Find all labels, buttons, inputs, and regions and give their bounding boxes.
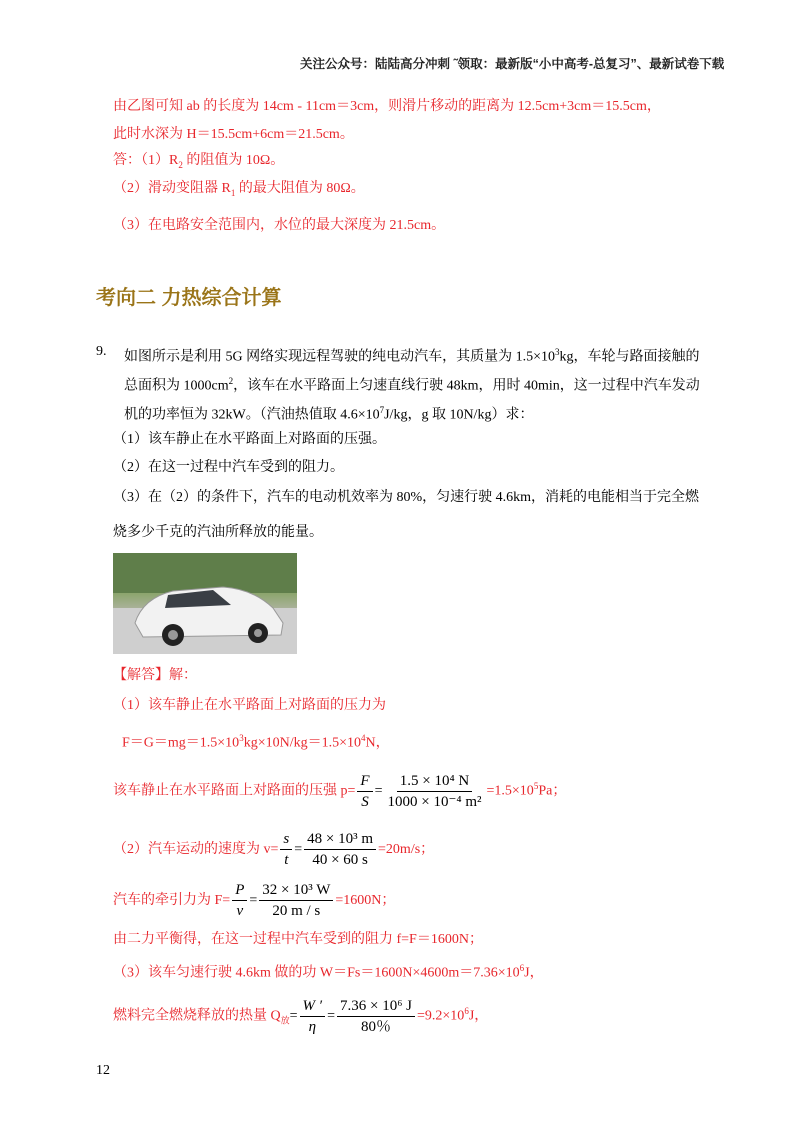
text: kg×10N/kg＝1.5×10 xyxy=(243,735,361,751)
question-line xyxy=(124,400,533,426)
car-illustration xyxy=(113,553,297,654)
denominator: η xyxy=(308,1018,317,1035)
superscript: 2 xyxy=(228,376,234,386)
text: =1.5×10 xyxy=(486,783,534,799)
superscript: 3 xyxy=(239,733,244,743)
numerator: 48 × 10³ m xyxy=(304,829,376,850)
text: J， xyxy=(468,1008,489,1024)
numerator: 7.36 × 10⁶ J xyxy=(337,996,415,1017)
equals: = xyxy=(289,1008,298,1024)
text: Pa； xyxy=(538,783,567,799)
denominator: 80％ xyxy=(360,1018,391,1035)
text-line: 此时水深为 H＝15.5cm+6cm＝21.5cm。 xyxy=(113,127,354,142)
superscript: 6 xyxy=(464,1006,469,1016)
text: ，该车在水平路面上匀速直线行驶 48km，用时 40min，这一过程中汽车发动 xyxy=(233,378,700,394)
superscript: 4 xyxy=(360,733,366,743)
fraction xyxy=(300,996,326,1037)
denominator: 20 m / s xyxy=(272,903,321,920)
sub-question-1: （1）该车静止在水平路面上对路面的压强。 xyxy=(113,432,386,447)
numerator: s xyxy=(280,829,292,850)
text: 如图所示是利用 5G 网络实现远程驾驶的纯电动汽车，其质量为 1.5×10 xyxy=(124,349,556,365)
text: （3）该车匀速行驶 4.6km 做的功 W＝Fs＝1600N×4600m＝7.36×10 xyxy=(113,965,520,981)
subscript: 2 xyxy=(178,159,183,170)
text: 该车静止在水平路面上对路面的压强 p= xyxy=(113,783,356,799)
velocity-formula: （2）汽车运动的速度为 v= $\frac{s}{t}$ = $\frac{\text{48 × 10³ m}}{40 \times 60 s}$ =20m/s； xyxy=(113,831,435,869)
work-line xyxy=(113,958,544,984)
fraction xyxy=(280,829,292,870)
question-line xyxy=(124,371,700,397)
text: 总面积为 1000cm xyxy=(124,378,229,394)
fraction xyxy=(304,829,376,870)
sub-question-2: （2）在这一过程中汽车受到的阻力。 xyxy=(113,460,344,475)
numerator: 32 × 10³ W xyxy=(259,880,333,901)
answer-2 xyxy=(113,179,365,203)
text: 的阻值为 10Ω。 xyxy=(182,153,285,168)
superscript: 5 xyxy=(533,781,539,791)
text: =1600N； xyxy=(335,893,396,908)
pressure-formula: 该车静止在水平路面上对路面的压强 p= $\frac{F}{S}$ = $\frac{\text{1.5 × 10⁴ N}}{\text{1000 × 10⁻⁴ m²}}$ $=1.5\times 10^5Pa$； xyxy=(113,772,567,810)
numerator: 1.5 × 10⁴ N xyxy=(397,771,473,792)
text: F＝G＝mg＝1.5×10 xyxy=(122,735,240,751)
fraction xyxy=(357,771,372,812)
text-line: 由乙图可知 ab 的长度为 14cm - 11cm＝3cm，则滑片移动的距离为 12.5cm+3cm＝15.5cm， xyxy=(113,99,661,114)
section-title: 考向二 力热综合计算 xyxy=(96,287,282,309)
text: kg，车轮与路面接触的 xyxy=(559,349,700,365)
text: （2）滑动变阻器 R xyxy=(113,181,231,196)
superscript: 3 xyxy=(555,347,560,357)
numerator: W ′ xyxy=(300,996,326,1017)
text: =20m/s； xyxy=(378,842,435,857)
denominator: t xyxy=(284,852,289,869)
page-number: 12 xyxy=(96,1063,110,1078)
question-line xyxy=(124,342,700,368)
denominator: S xyxy=(361,793,369,810)
denominator: 40 × 60 s xyxy=(312,852,368,869)
subscript: 1 xyxy=(230,187,236,198)
solution-label: 【解答】解： xyxy=(113,668,197,683)
text: 的最大阻值为 80Ω。 xyxy=(235,181,365,196)
numerator: F xyxy=(357,771,372,792)
text: 汽车的牵引力为 F= xyxy=(113,893,231,908)
text: 答：（1）R xyxy=(113,153,179,168)
car-photo xyxy=(113,553,297,654)
text: （2）汽车运动的速度为 v= xyxy=(113,842,279,857)
solution-line xyxy=(122,728,390,754)
text: 机的功率恒为 32kW。（汽油热值取 4.6×10 xyxy=(124,407,380,423)
force-formula: 汽车的牵引力为 F= $\frac{P}{v}$ = $\frac{\text{32 × 10³ W}}{20 m / s}$ =1600N； xyxy=(113,882,396,920)
solution-line: 由二力平衡得，在这一过程中汽车受到的阻力 f=F＝1600N； xyxy=(113,932,483,947)
denominator: v xyxy=(236,903,244,920)
text: 燃料完全燃烧释放的热量 Q xyxy=(113,1008,281,1024)
sub-question-3: （3）在（2）的条件下，汽车的电动机效率为 80%，匀速行驶 4.6km，消耗的电能相当于完全燃 xyxy=(113,490,700,505)
text: =9.2×10 xyxy=(417,1008,465,1024)
question-number: 9. xyxy=(96,344,107,359)
subscript: 放 xyxy=(280,1015,290,1026)
denominator: 1000 × 10⁻⁴ m² xyxy=(387,793,482,810)
fraction xyxy=(337,996,415,1037)
fraction xyxy=(259,880,333,921)
text: N， xyxy=(365,735,390,751)
text: J/kg，g 取 10N/kg）求： xyxy=(384,407,534,423)
superscript: 7 xyxy=(379,405,385,415)
fraction xyxy=(384,771,484,812)
heat-formula: 燃料完全燃烧释放的热量 $Q_放=$ $\frac{W '}{\eta}$ = $\frac{\text{7.36 × 10⁶ J}}{80\%}$ $=9.2\times 10^6J$， xyxy=(113,997,489,1035)
answer-1 xyxy=(113,151,284,175)
numerator: P xyxy=(232,880,247,901)
sub-question-3-cont: 烧多少千克的汽油所释放的能量。 xyxy=(113,525,323,540)
page-header: 关注公众号：陆陆高分冲刺 ˜领取：最新版“小中高考-总复习”、最新试卷下载 xyxy=(300,57,725,71)
superscript: 6 xyxy=(519,963,525,973)
fraction xyxy=(232,880,247,921)
text: J， xyxy=(524,965,544,981)
solution-line: （1）该车静止在水平路面上对路面的压力为 xyxy=(113,698,386,713)
answer-3: （3）在电路安全范围内，水位的最大深度为 21.5cm。 xyxy=(113,218,446,233)
